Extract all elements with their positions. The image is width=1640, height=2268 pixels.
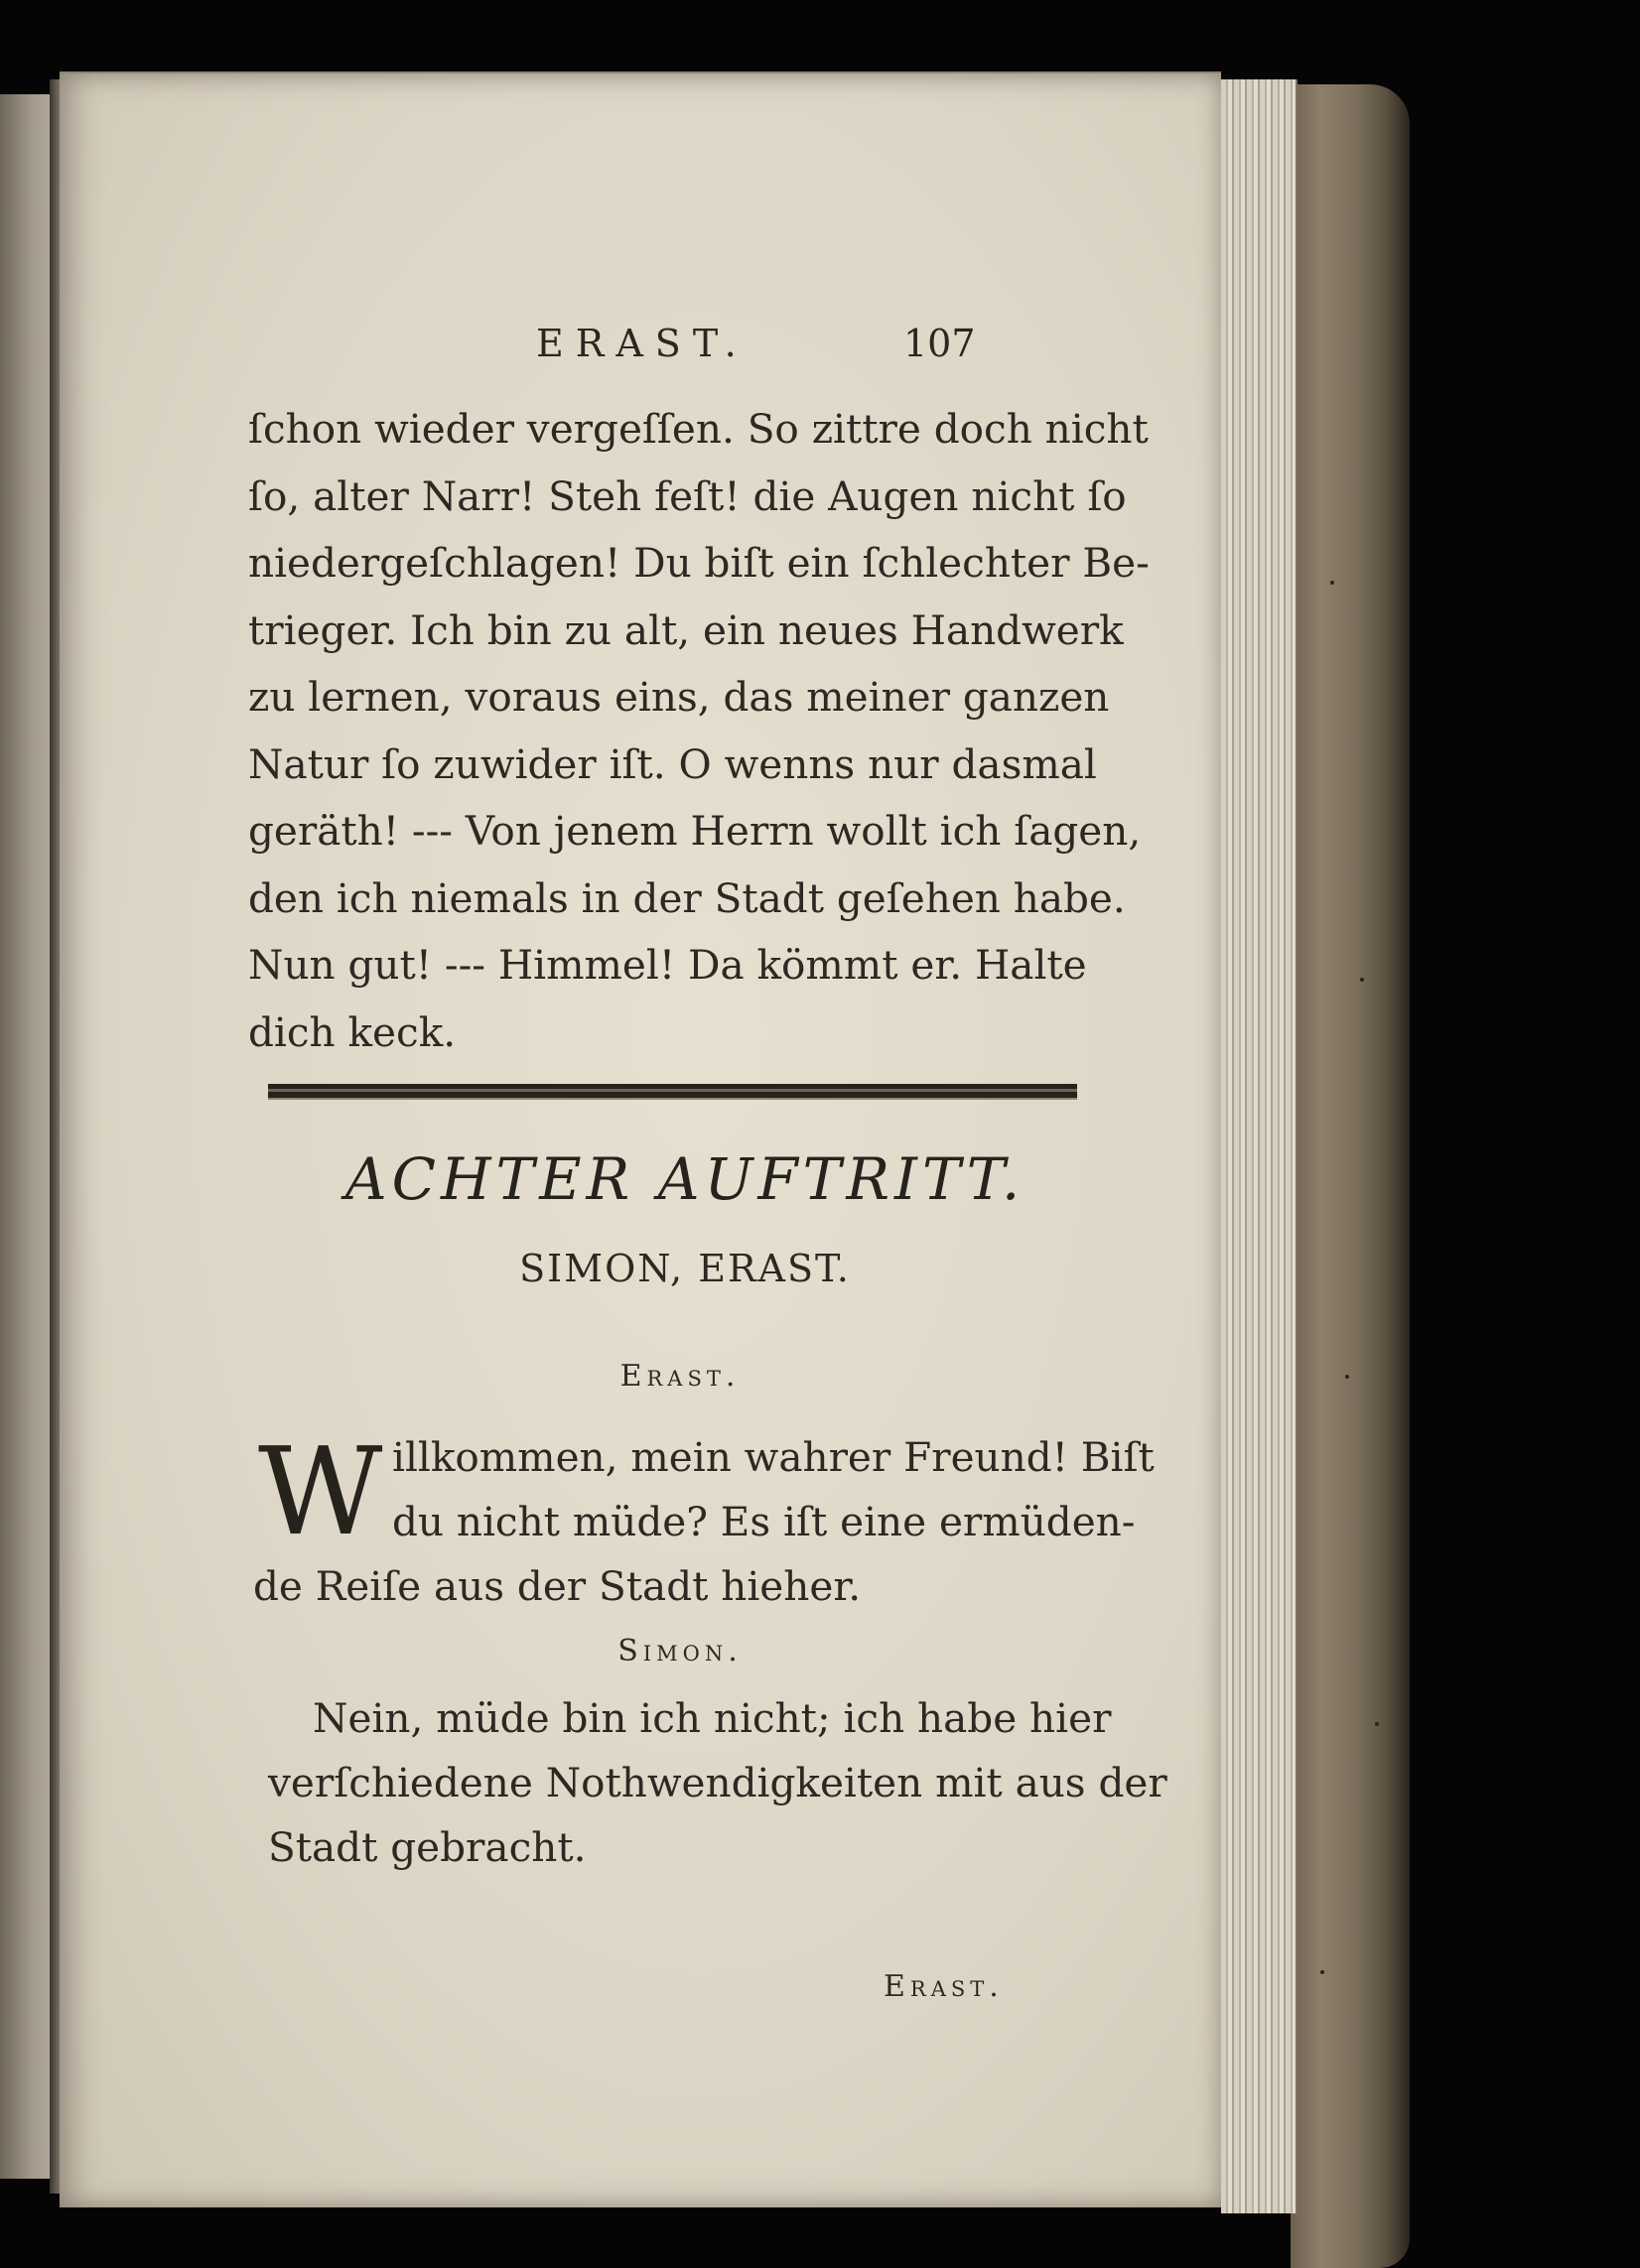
text-line: zu lernen, voraus eins, das meiner ganzen — [248, 673, 1110, 721]
drop-cap: W — [258, 1421, 383, 1562]
monologue-text — [248, 396, 1150, 1066]
text-line: dich keck. — [248, 1007, 457, 1056]
speaker-label: Simon. — [617, 1634, 743, 1668]
catchword: Erast. — [884, 1969, 1004, 2004]
speaker-label: Erast. — [619, 1359, 741, 1394]
text-line: du nicht müde? Es iſt eine ermüden- — [392, 1498, 1136, 1545]
book-page — [60, 71, 1221, 2207]
text-line: Nein, müde bin ich nicht; ich habe hier — [313, 1694, 1112, 1742]
scene-title: ACHTER AUFTRITT. — [344, 1145, 1025, 1213]
text-line: verſchiedene Nothwendigkeiten mit aus der — [268, 1759, 1167, 1806]
section-rule — [268, 1084, 1077, 1098]
text-line: niedergeſchlagen! Du biſt ein ſchlechter Be- — [248, 539, 1150, 587]
scene-characters: SIMON, ERAST. — [519, 1247, 851, 1290]
text-line: de Reiſe aus der Stadt hieher. — [253, 1562, 862, 1610]
text-line: illkommen, mein wahrer Freund! Biſt — [392, 1433, 1155, 1481]
text-line: Natur ſo zuwider iſt. O wenns nur dasmal — [248, 739, 1097, 788]
page-edge-stack — [1221, 79, 1298, 2213]
speech-erast — [253, 1421, 1155, 1619]
book-binding — [1291, 84, 1410, 2268]
text-line: ſo, alter Narr! Steh feſt! die Augen nicht ſo — [248, 471, 1127, 520]
text-line: Stadt gebracht. — [268, 1823, 587, 1871]
text-line: geräth! --- Von jenem Herrn wollt ich ſagen, — [248, 807, 1142, 855]
speech-simon — [268, 1686, 1167, 1880]
text-line: ſchon wieder vergeſſen. So zittre doch nicht — [248, 405, 1149, 453]
text-line: den ich niemals in der Stadt geſehen habe. — [248, 873, 1126, 922]
page-number: 107 — [903, 322, 976, 365]
page-header — [536, 322, 1171, 381]
running-head: ERAST. — [536, 322, 749, 365]
text-line: trieger. Ich bin zu alt, ein neues Handwerk — [248, 605, 1124, 654]
text-line: Nun gut! --- Himmel! Da kömmt er. Halte — [248, 941, 1087, 989]
